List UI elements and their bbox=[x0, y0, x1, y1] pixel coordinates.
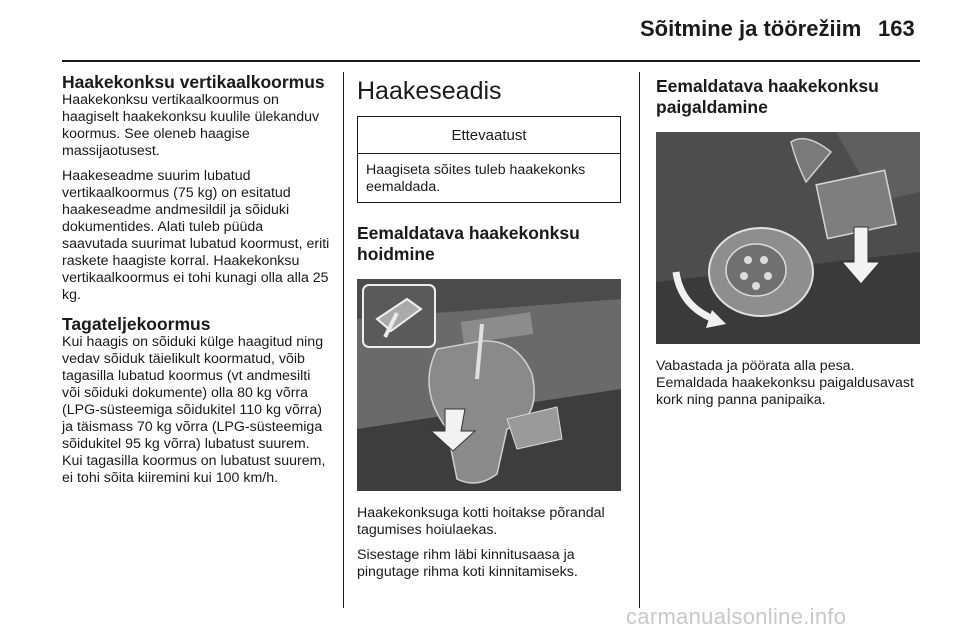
section-heading-rear-axle-load: Tagateljekoormus bbox=[62, 314, 211, 334]
column-right bbox=[656, 72, 920, 417]
paragraph: Haakekonksuga kotti hoitakse põrandal tagumises hoiulaekas. bbox=[357, 505, 605, 538]
watermark: carmanualsonline.info bbox=[626, 604, 847, 629]
paragraph: Kui haagis on sõiduki külge haagitud ning vedav sõiduk täielikult koormatud, võib tagasilla lubatud koormus (vt andmesilti või sõiduki dokumente) olla 80 kg võrra (LPG-süsteemiga sõidukitel 110 kg võrra) ja täismass 70 kg võrra (LPG-süsteemiga sõidukitel 95 kg võrra) lubatust suurem. Kui tagasilla koormus on lubatust suurem, ei tohi sõita kiiremini kui 100 km/h. bbox=[62, 334, 326, 486]
caution-body bbox=[358, 154, 620, 202]
caution-title: Ettevaatust bbox=[358, 117, 620, 154]
column-left bbox=[62, 72, 330, 495]
sub-heading-storage: Eemaldatava haakekonksu hoidmine bbox=[357, 223, 580, 264]
column-divider bbox=[639, 72, 640, 608]
illustration-towbar-bag-storage bbox=[357, 279, 621, 491]
page-header-title: Sõitmine ja töörežiim bbox=[640, 16, 862, 41]
paragraph: Sisestage rihm läbi kinnitusaasa ja pingutage rihma koti kinnitamiseks. bbox=[357, 547, 578, 580]
paragraph: Vabastada ja pöörata alla pesa. Eemaldada haakekonksu paigaldusavast kork ning panna panipaika. bbox=[656, 358, 914, 408]
section-heading-vertical-load: Haakekonksu vertikaalkoormus bbox=[62, 72, 325, 92]
column-middle bbox=[357, 72, 621, 589]
section-title-towing-device: Haakeseadis bbox=[357, 77, 502, 105]
column-divider bbox=[343, 72, 344, 608]
caution-box bbox=[357, 116, 621, 203]
paragraph: Haakekonksu vertikaalkoormus on haagiselt haakekonksu kuulile ülekanduv koormus. See oleneb haagise massijaotusest. bbox=[62, 92, 320, 159]
page-number: 163 bbox=[878, 16, 915, 41]
paragraph: Haakeseadme suurim lubatud vertikaalkoormus (75 kg) on esitatud haakeseadme andmesildil ja sõiduki dokumentides. Alati tuleb püüda saavutada suurimat lubatud koormust, eriti raskete haagiste korral. Haakekonksu vertikaalkoormus ei tohi kunagi olla alla 25 kg. bbox=[62, 168, 330, 303]
sub-heading-installation: Eemaldatava haakekonksu paigaldamine bbox=[656, 76, 879, 117]
illustration-socket-rotation bbox=[656, 132, 920, 344]
header-divider bbox=[62, 60, 920, 62]
caution-text: Haagiseta sõites tuleb haakekonks eemaldada. bbox=[366, 162, 586, 195]
